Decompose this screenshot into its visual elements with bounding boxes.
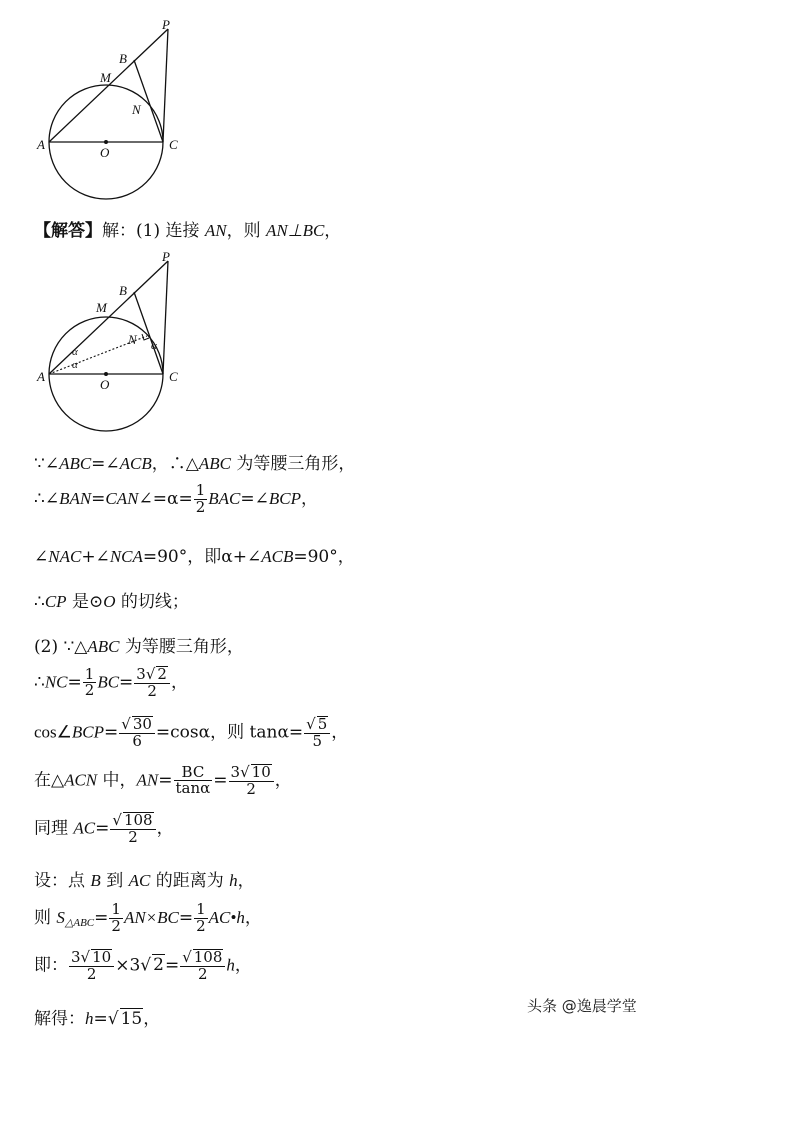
label-o: O bbox=[100, 145, 110, 160]
label-p: P bbox=[162, 250, 170, 264]
solution-line-7: ∴NC= $\frac{1}{2}$ BC= $\frac{3√ 2}{2}$ ， bbox=[34, 664, 188, 700]
fraction: $\frac{1}{2}$ bbox=[196, 900, 206, 935]
label-n: N bbox=[132, 102, 141, 117]
label-a: A bbox=[37, 137, 45, 152]
label-alpha-2: α bbox=[72, 359, 78, 371]
solution-line-9: 在△ACN 中，AN= $\frac{BC}{\tan\alpha}$ = $\frac{3√ 10}{2}$ ， bbox=[34, 762, 292, 798]
fraction: $\frac{√ 108}{2}$ bbox=[180, 949, 225, 983]
solution-line-3: ∴∠BAN=CAN∠=α= $\frac{1}{2}$ BAC=∠BCP， bbox=[34, 481, 318, 516]
label-c: C bbox=[169, 369, 178, 384]
fraction: $\frac{3√ 10}{2}$ bbox=[69, 949, 114, 983]
geometry-figure-1 bbox=[30, 15, 210, 215]
solution-line-8: cos∠BCP= $\frac{√ 30}{6}$ =cosα，则 tanα= $\frac{√ 5}{5}$ ， bbox=[34, 715, 349, 750]
label-m: M bbox=[96, 300, 107, 315]
fraction: $\frac{BC}{\tan\alpha}$ bbox=[175, 762, 211, 798]
label-alpha-1: α bbox=[72, 346, 78, 358]
fraction: $\frac{3√ 10}{2}$ bbox=[229, 764, 274, 798]
label-m: M bbox=[100, 70, 111, 85]
fraction: $\frac{√ 30}{6}$ bbox=[119, 716, 155, 750]
solution-line-11: 设：点 B 到 AC 的距离为 h， bbox=[34, 871, 255, 891]
fraction: $\frac{1}{2}$ bbox=[111, 900, 121, 935]
fraction: $\frac{√ 108}{2}$ bbox=[110, 812, 155, 846]
label-n: N bbox=[128, 332, 137, 347]
label-a: A bbox=[37, 369, 45, 384]
watermark: 头条 @逸晨学堂 bbox=[527, 997, 637, 1015]
solution-line-10: 同理 AC= $\frac{√ 108}{2}$ ， bbox=[34, 811, 174, 846]
solution-line-4: ∠NAC+∠NCA=90°，即α+∠ACB=90°， bbox=[34, 547, 355, 567]
label-p: P bbox=[162, 17, 170, 32]
label-c: C bbox=[169, 137, 178, 152]
solution-line-13: 即： $\frac{3√ 10}{2}$ ×3√ 2= $\frac{√ 108}{2}$ h， bbox=[34, 948, 252, 983]
fraction: $\frac{1}{2}$ bbox=[195, 481, 206, 516]
solution-line-12: 则 $S_{\triangle ABC}=$ $\frac{1}{2}$ AN×BC= $\frac{1}{2}$ AC•h， bbox=[34, 900, 262, 935]
label-b: B bbox=[119, 283, 127, 298]
solution-line-6: (2) ∵△ABC 为等腰三角形， bbox=[34, 637, 244, 657]
fraction: $\frac{1}{2}$ bbox=[84, 664, 95, 700]
solution-line-1: 【解答】解：(1) 连接 AN，则 AN⊥BC， bbox=[34, 221, 342, 241]
fraction: $\frac{3√ 2}{2}$ bbox=[134, 666, 170, 700]
solution-line-14: 解得：h=√ 15， bbox=[34, 1009, 161, 1029]
fraction: $\frac{√ 5}{5}$ bbox=[304, 716, 330, 750]
label-o: O bbox=[100, 377, 110, 392]
label-alpha-3: α bbox=[151, 340, 157, 352]
geometry-figure-2 bbox=[30, 250, 210, 450]
label-b: B bbox=[119, 51, 127, 66]
solution-line-2: ∵∠ABC=∠ACB，∴△ABC 为等腰三角形， bbox=[34, 454, 356, 474]
solution-line-5: ∴CP 是⊙O 的切线； bbox=[34, 592, 189, 612]
